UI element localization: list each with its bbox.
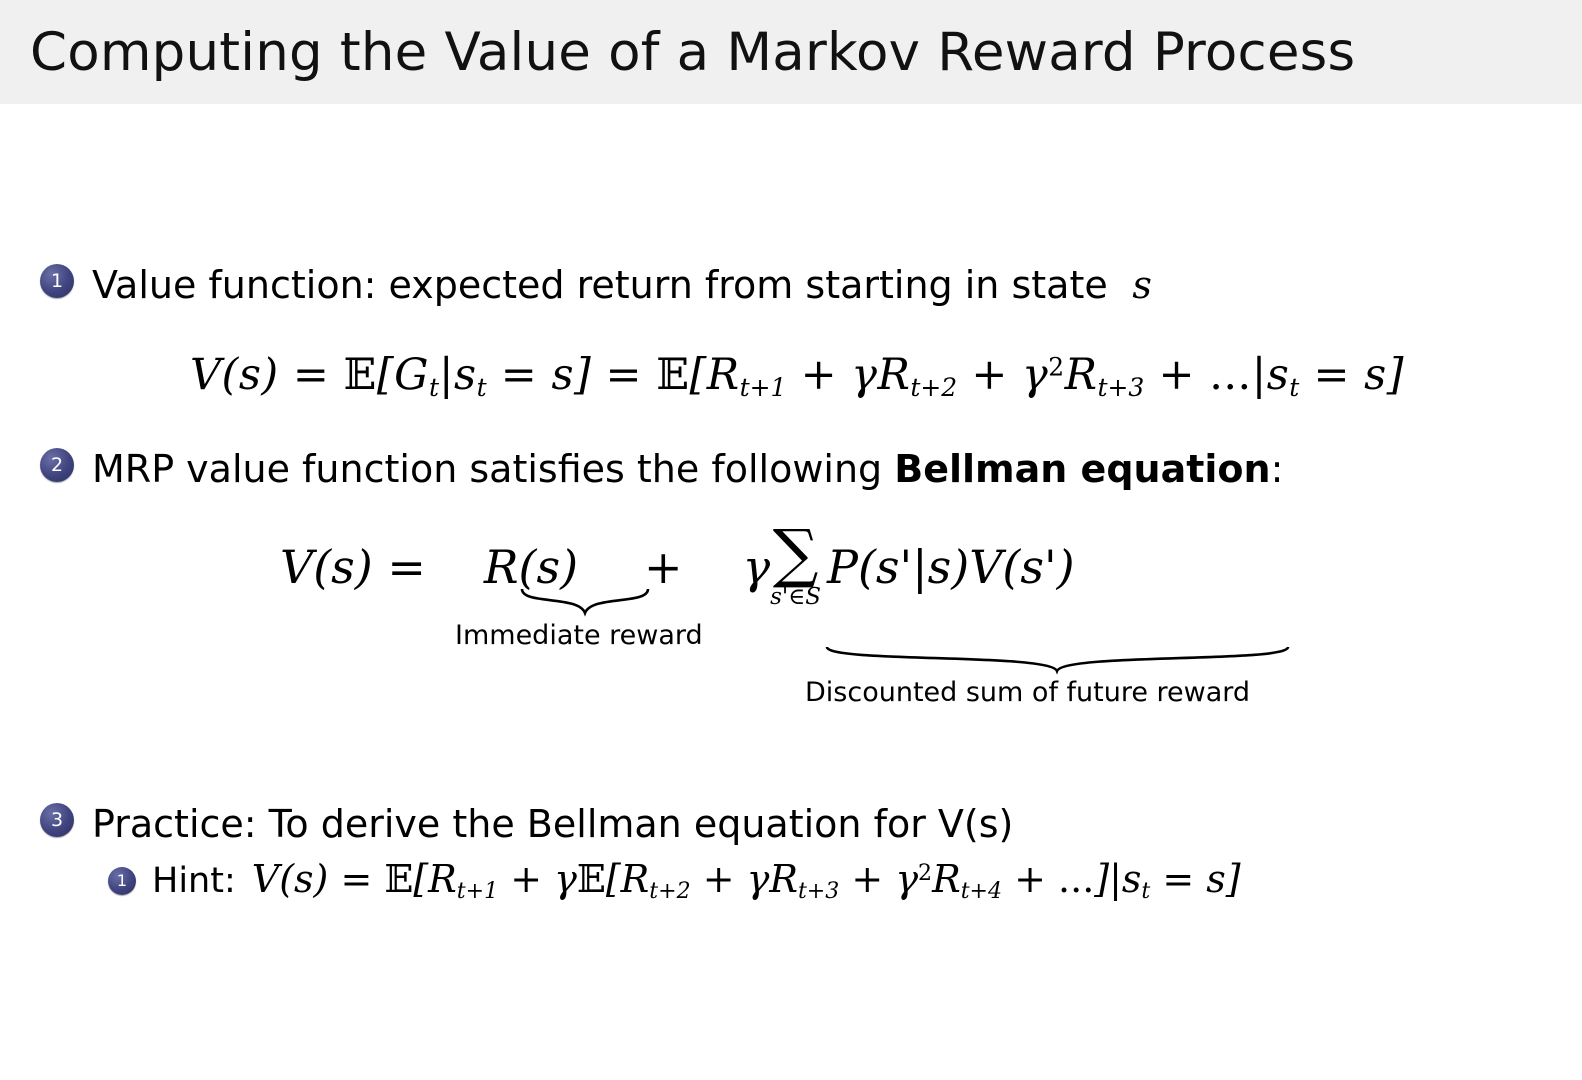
bellman-transition-term: P(s'|s)V(s'): [827, 539, 1075, 594]
sigma-icon: ∑: [772, 517, 819, 592]
label-immediate-reward: Immediate reward: [455, 620, 703, 652]
bellman-lhs: V(s) =: [280, 539, 426, 594]
bullet-label-3: Practice: To derive the Bellman equation for V(s): [92, 802, 1014, 847]
bullet-text-2-bold: Bellman equation: [894, 446, 1271, 491]
bullet-number-badge-1: 1: [40, 264, 74, 298]
sub-bullet-number-badge: 1: [108, 867, 136, 895]
bullet-item-1: [40, 264, 1542, 308]
brace-immediate-reward: [520, 587, 650, 617]
page-title: Computing the Value of a Markov Reward Process: [30, 21, 1356, 83]
hint-label: Hint:: [152, 861, 236, 902]
sub-bullet-label: [152, 857, 1241, 904]
bullet-number-badge-3: 3: [40, 803, 74, 837]
state-symbol-s: s: [1119, 263, 1153, 307]
bullet-number-badge-2: 2: [40, 448, 74, 482]
bellman-gamma: γ: [742, 539, 771, 594]
equation-value-function-text: $V(s) = 𝔼[G_t|s_t = s]$ = $𝔼[R_{t+1} + \gamma R_{t+2} + \gamma^2R_{t+3} + ...|s_t = s]$: [190, 349, 1405, 402]
slide-content: [0, 264, 1582, 904]
bullet-text-2-after: :: [1270, 446, 1284, 491]
bellman-summation: [770, 517, 821, 610]
equation-value-function: [190, 350, 1542, 402]
summation-index: s'∈S: [770, 583, 821, 610]
brace-discounted-sum: [825, 645, 1290, 675]
bellman-immediate-reward: R(s): [483, 539, 579, 594]
bullet-text-2-before: MRP value function satisfies the following: [92, 446, 895, 491]
bullet-text-1: Value function: expected return from starting in state: [92, 263, 1108, 307]
label-discounted-sum: Discounted sum of future reward: [805, 677, 1251, 709]
sub-bullet-item-hint: [108, 857, 1542, 904]
equation-hint: $V(s) = 𝔼[R_{t+1}$ + $\gamma 𝔼[R_{t+2} + \gamma R_{t+3} + \gamma^2R_{t+4} + ...]|s_t = s$]: [251, 857, 1241, 905]
bellman-plus: +: [644, 539, 683, 594]
bullet-item-2: [40, 448, 1542, 492]
bullet-label-2: [92, 448, 1283, 492]
bullet-item-3: [40, 803, 1542, 847]
bullet-label-1: [92, 264, 1152, 308]
slide-title-bar: [0, 0, 1582, 104]
equation-bellman-line: [280, 517, 1542, 610]
equation-bellman: [280, 517, 1542, 775]
